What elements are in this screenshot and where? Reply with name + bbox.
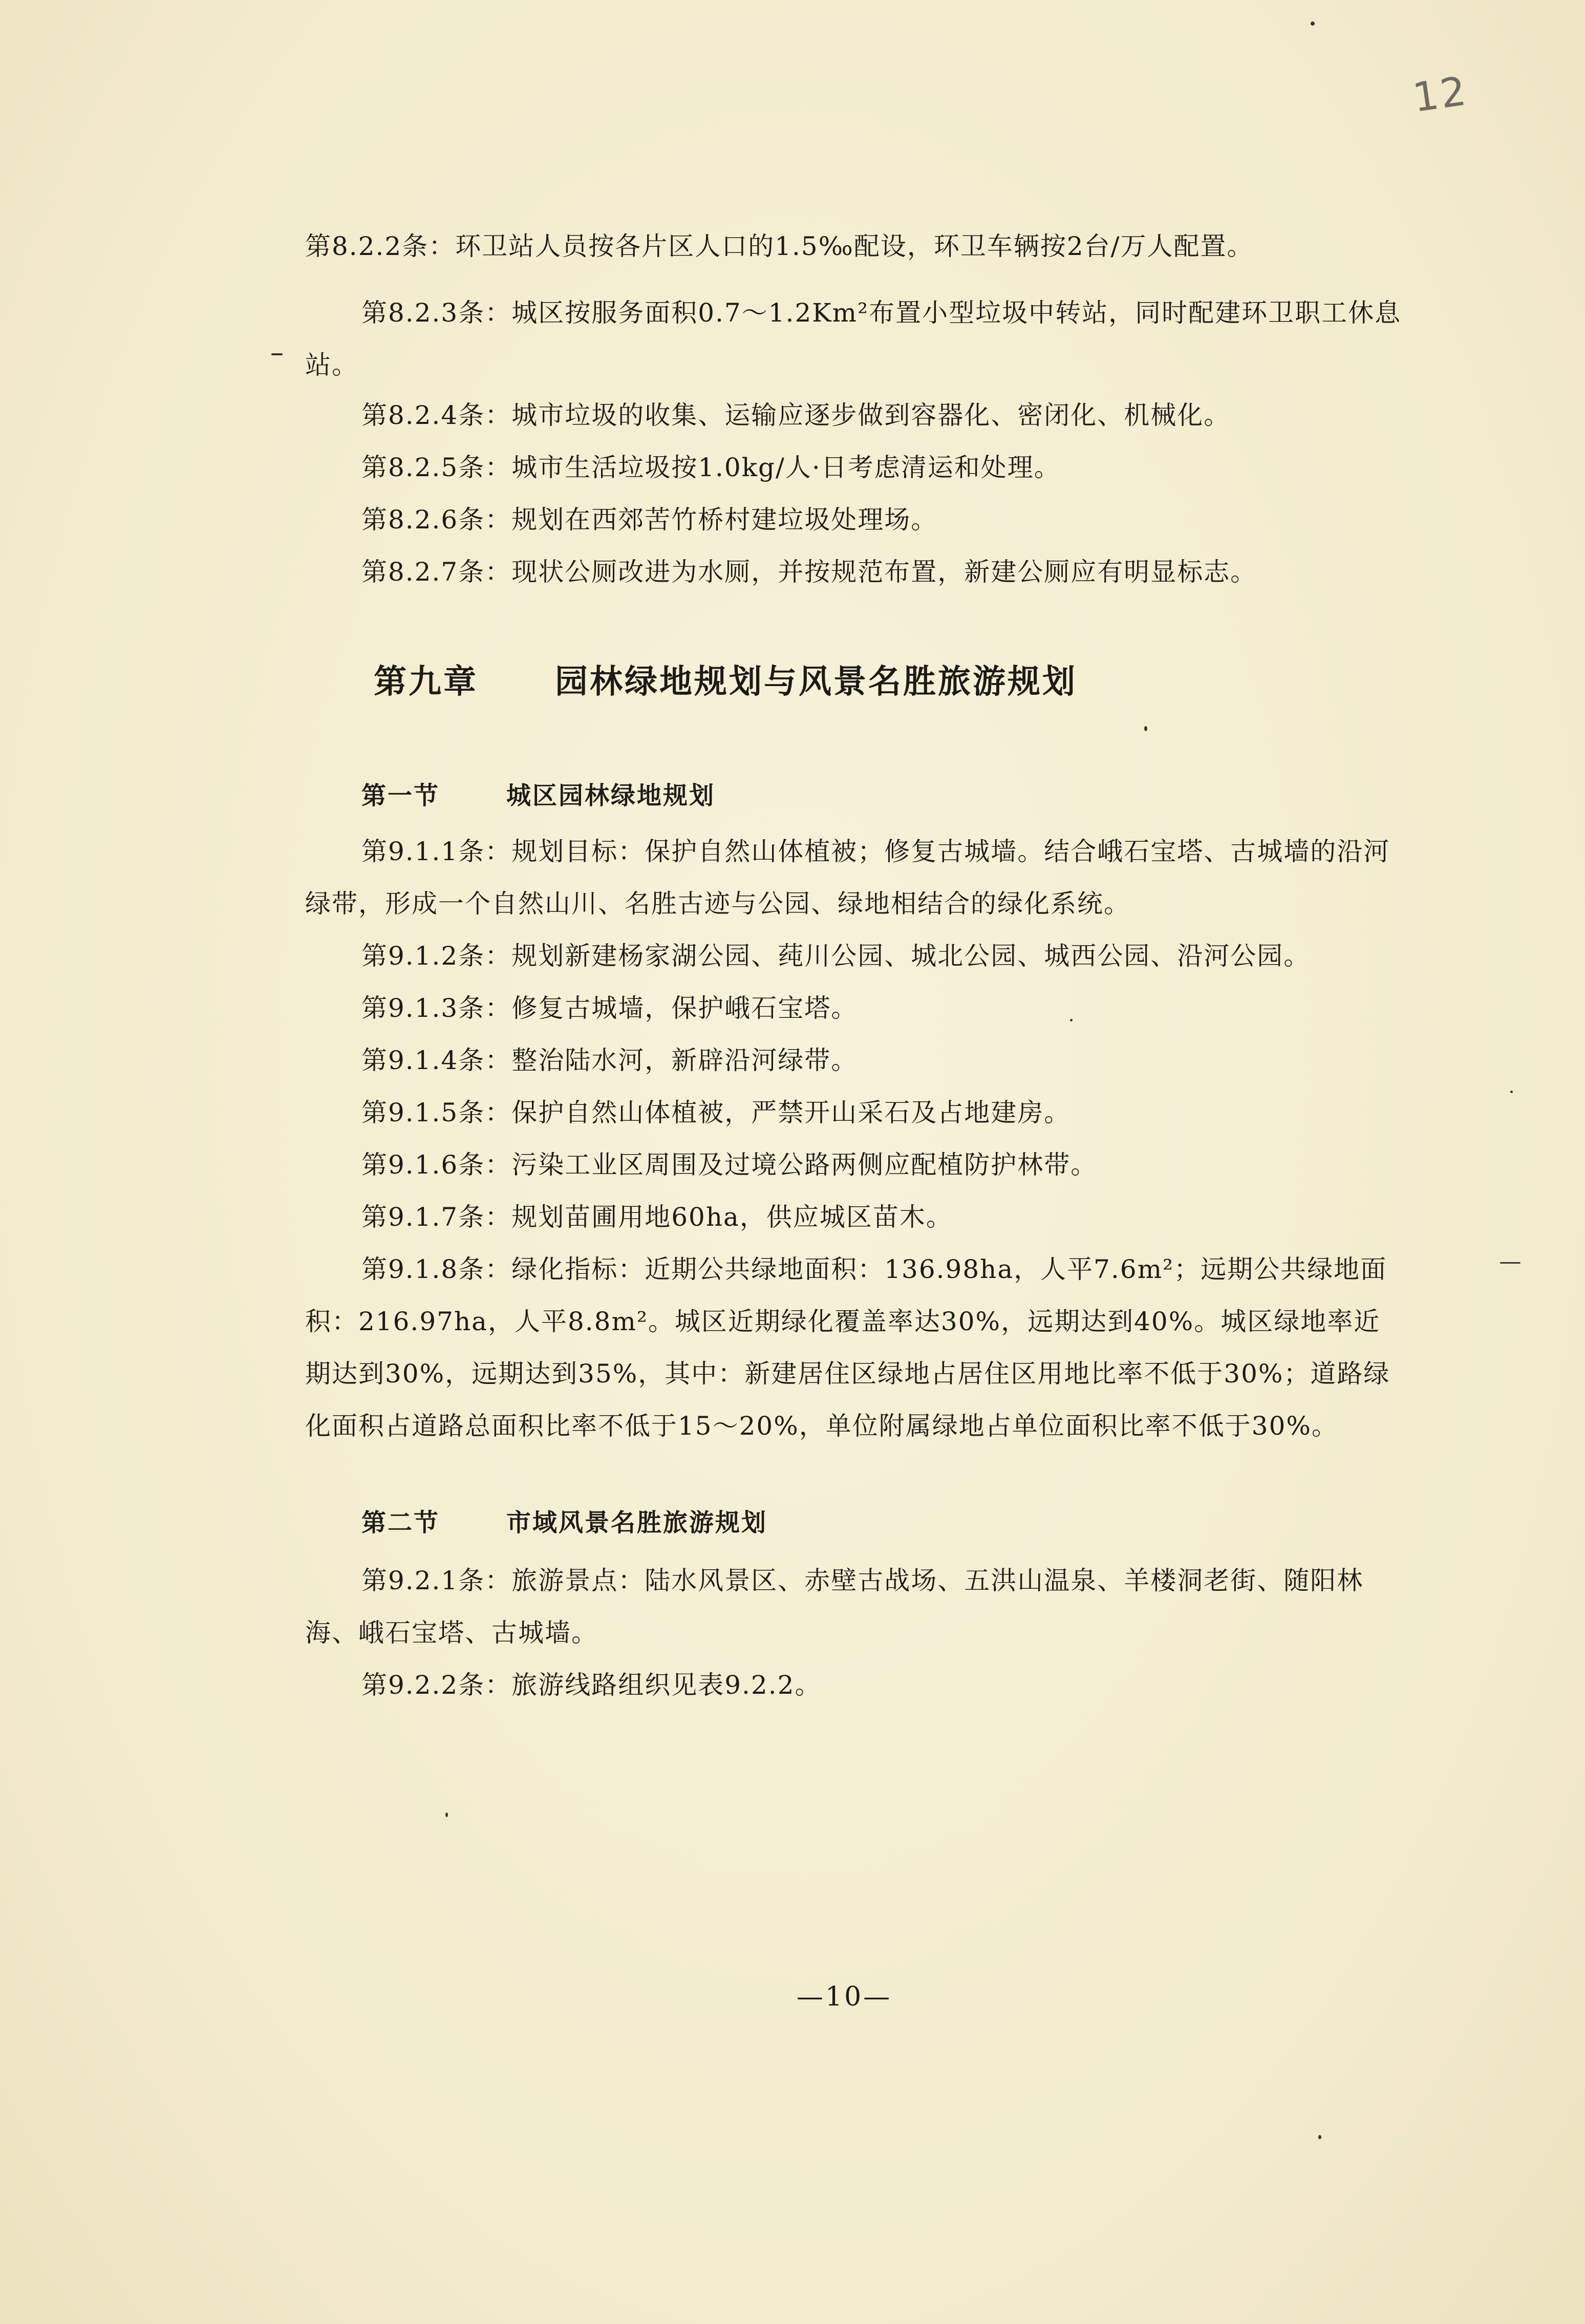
clause-9-1-3: 第9.1.3条：修复古城墙，保护峨石宝塔。 <box>361 993 858 1023</box>
clause-8-2-2: 第8.2.2条：环卫站人员按各片区人口的1.5‰配设，环卫车辆按2台/万人配置。 <box>305 231 1254 261</box>
clause-8-2-3: 第8.2.3条：城区按服务面积0.7～1.2Km²布置小型垃圾中转站，同时配建环卫职工休息站。 <box>305 298 1402 380</box>
scan-speck <box>1311 22 1315 26</box>
clause-8-2-5: 第8.2.5条：城市生活垃圾按1.0kg/人·日考虑清运和处理。 <box>361 453 1061 482</box>
section-2-number: 第二节 <box>361 1508 440 1537</box>
clause-9-2-2: 第9.2.2条：旅游线路组织见表9.2.2。 <box>361 1670 822 1700</box>
clause-8-2-7: 第8.2.7条：现状公厕改进为水厕，并按规范布置，新建公厕应有明显标志。 <box>361 557 1257 587</box>
clause-9-1-8: 第9.1.8条：绿化指标：近期公共绿地面积：136.98ha，人平7.6m²；远期公共绿地面积：216.97ha，人平8.8m²。城区近期绿化覆盖率达30%，远期达到40%。城区绿地率近期达到30%，远期达到35%，其中：新建居住区绿地占居住区用地比率不低于30%；道路绿化面积占道路总面积比率不低于15～20%，单位附属绿地占单位面积比率不低于30%。 <box>305 1254 1390 1441</box>
scan-speck <box>1070 1019 1073 1021</box>
clause-9-2-1: 第9.2.1条：旅游景点：陆水风景区、赤壁古战场、五洪山温泉、羊楼洞老街、随阳林海、峨石宝塔、古城墙。 <box>305 1566 1364 1648</box>
section-2-heading <box>361 1503 767 1538</box>
section-1-number: 第一节 <box>361 781 440 810</box>
scan-speck <box>1318 2135 1321 2139</box>
scan-speck <box>445 1813 448 1817</box>
chapter-title: 园林绿地规划与风景名胜旅游规划 <box>555 663 1077 701</box>
clause-8-2-6: 第8.2.6条：规划在西郊苦竹桥村建垃圾处理场。 <box>361 505 938 535</box>
section-1-heading <box>361 776 715 811</box>
scan-speck <box>1144 726 1147 731</box>
handwritten-page-note: 12 <box>1410 68 1471 122</box>
clause-9-1-6: 第9.1.6条：污染工业区周围及过境公路两侧应配植防护林带。 <box>361 1150 1098 1180</box>
clause-9-1-4: 第9.1.4条：整治陆水河，新辟沿河绿带。 <box>361 1046 858 1075</box>
clause-8-2-4: 第8.2.4条：城市垃圾的收集、运输应逐步做到容器化、密闭化、机械化。 <box>361 400 1231 430</box>
scan-speck <box>271 353 283 355</box>
chapter-number: 第九章 <box>374 663 478 701</box>
clause-9-1-5: 第9.1.5条：保护自然山体植被，严禁开山采石及占地建房。 <box>361 1098 1071 1127</box>
clause-9-1-7: 第9.1.7条：规划苗圃用地60ha，供应城区苗木。 <box>361 1202 953 1232</box>
section-1-title: 城区园林绿地规划 <box>506 781 716 810</box>
clause-9-1-2: 第9.1.2条：规划新建杨家湖公园、莼川公园、城北公园、城西公园、沿河公园。 <box>361 941 1311 971</box>
chapter-heading <box>374 655 1077 702</box>
section-2-title: 市域风景名胜旅游规划 <box>506 1508 768 1537</box>
clause-9-1-1: 第9.1.1条：规划目标：保护自然山体植被；修复古城墙。结合峨石宝塔、古城墙的沿河绿带，形成一个自然山川、名胜古迹与公园、绿地相结合的绿化系统。 <box>305 837 1390 919</box>
scan-speck <box>1500 1262 1520 1264</box>
scan-speck <box>1510 1091 1513 1093</box>
page-number: —10— <box>797 1981 892 2012</box>
